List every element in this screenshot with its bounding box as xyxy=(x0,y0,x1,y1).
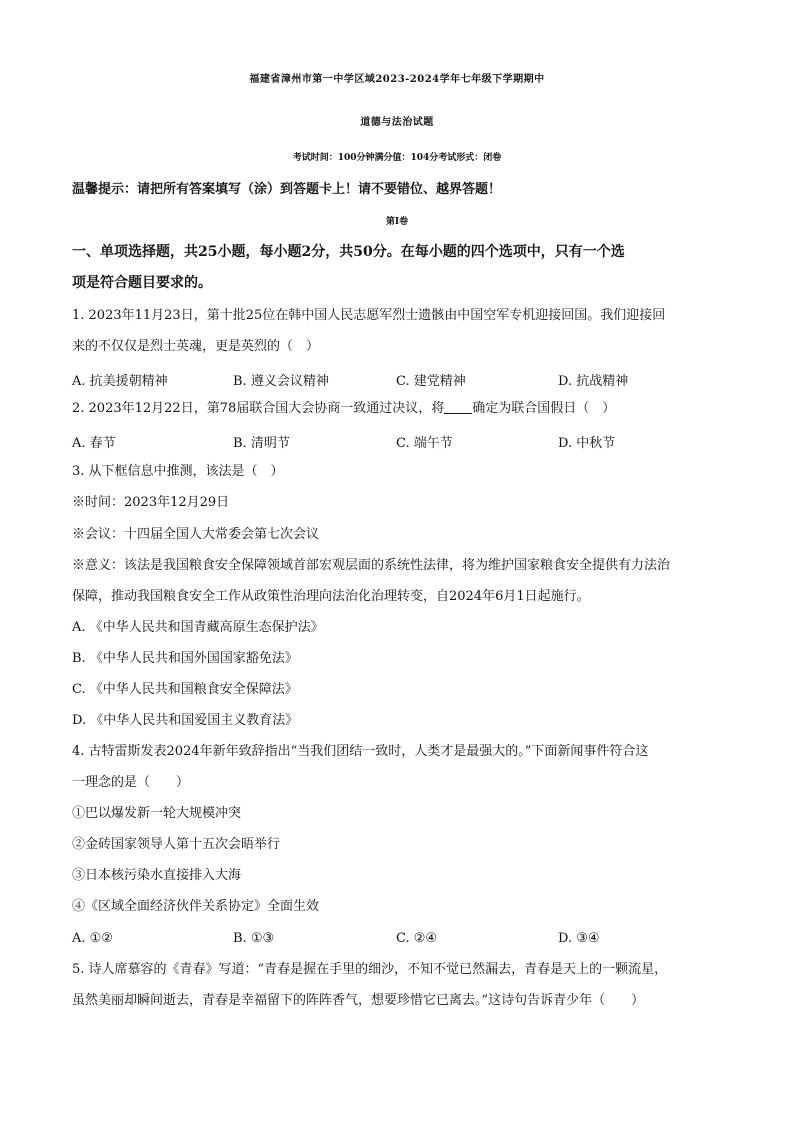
q1-option-a: A. 抗美援朝精神 xyxy=(72,374,168,389)
q2-option-c: C. 端午节 xyxy=(396,436,453,451)
q2-option-d: D. 中秋节 xyxy=(558,436,616,451)
q3-option-c: C. 《中华人民共和国粮食安全保障法》 xyxy=(72,682,298,697)
q3-option-a: A. 《中华人民共和国青藏高原生态保护法》 xyxy=(72,620,324,635)
q4-item-1: ①巴以爆发新一轮大规模冲突 xyxy=(72,806,242,821)
q2-stem-after: 确定为联合国假日（ ） xyxy=(472,401,616,416)
q2-option-b: B. 清明节 xyxy=(233,436,290,451)
q4-item-4: ④《区域全面经济伙伴关系协定》全面生效 xyxy=(72,899,320,914)
q4-option-c: C. ②④ xyxy=(396,931,438,946)
section-instruction-line2: 项是符合题目要求的。 xyxy=(72,275,212,291)
q4-item-3: ③日本核污染水直接排入大海 xyxy=(72,868,242,883)
section-instruction-line1: 一、单项选择题，共25小题，每小题2分，共50分。在每小题的四个选项中，只有一个选 xyxy=(72,244,625,260)
q3-time: ※时间：2023年12月29日 xyxy=(72,495,230,510)
q1-stem-line1: 1. 2023年11月23日，第十批25位在韩中国人民志愿军烈士遗骸由中国空军专机迎接回国。我们迎接回 xyxy=(72,308,666,323)
q2-option-a: A. 春节 xyxy=(72,436,116,451)
q3-option-b: B. 《中华人民共和国外国国家豁免法》 xyxy=(72,651,298,666)
q5-stem-line2: 虽然美丽却瞬间逝去，青春是幸福留下的阵阵香气，想要珍惜它已离去。”这诗句告诉青少年（ ） xyxy=(72,993,645,1008)
exam-title-line2: 道德与法治试题 xyxy=(360,117,434,128)
q1-option-b: B. 遵义会议精神 xyxy=(233,374,329,389)
reminder: 温馨提示：请把所有答案填写（涂）到答题卡上！请不要错位、越界答题！ xyxy=(72,182,502,197)
q4-option-a: A. ①② xyxy=(72,931,113,946)
q1-option-c: C. 建党精神 xyxy=(396,374,466,389)
q1-stem-line2: 来的不仅仅是烈士英魂，更是英烈的（ ） xyxy=(72,339,320,354)
q4-stem-line1: 4. 古特雷斯发表2024年新年致辞指出“当我们团结一致时，人类才是最强大的。”下面新闻事件符合这 xyxy=(72,744,649,759)
q4-stem-line2: 一理念的是（ ） xyxy=(72,775,190,790)
q4-option-d: D. ③④ xyxy=(558,931,600,946)
q1-option-d: D. 抗战精神 xyxy=(558,374,629,389)
q4-item-2: ②金砖国家领导人第十五次会晤举行 xyxy=(72,837,281,852)
q4-option-b: B. ①③ xyxy=(233,931,275,946)
q2-stem xyxy=(72,401,615,417)
q2-stem-before: 2. 2023年12月22日，第78届联合国大会协商一致通过决议，将 xyxy=(72,401,445,416)
q3-meaning-line2: 保障，推动我国粮食安全工作从政策性治理向法治化治理转变，自2024年6月1日起施行。 xyxy=(72,589,590,604)
exam-info: 考试时间：100分钟满分值：104分考试形式：闭卷 xyxy=(292,153,502,163)
q3-option-d: D. 《中华人民共和国爱国主义教育法》 xyxy=(72,713,299,728)
q3-stem: 3. 从下框信息中推测，该法是（ ） xyxy=(72,464,284,479)
q2-blank xyxy=(444,401,472,414)
q3-meeting: ※会议：十四届全国人大常委会第七次会议 xyxy=(72,527,320,542)
q3-meaning-line1: ※意义：该法是我国粮食安全保障领域首部宏观层面的系统性法律，将为维护国家粮食安全提供有力法治 xyxy=(72,558,671,573)
exam-title-line1: 福建省漳州市第一中学区域2023-2024学年七年级下学期期中 xyxy=(249,74,545,85)
volume-heading: 第I卷 xyxy=(385,217,409,227)
q5-stem-line1: 5. 诗人席慕容的《青春》写道：“青春是握在手里的细沙，不知不觉已然漏去，青春是天上的一颗流星， xyxy=(72,962,668,977)
